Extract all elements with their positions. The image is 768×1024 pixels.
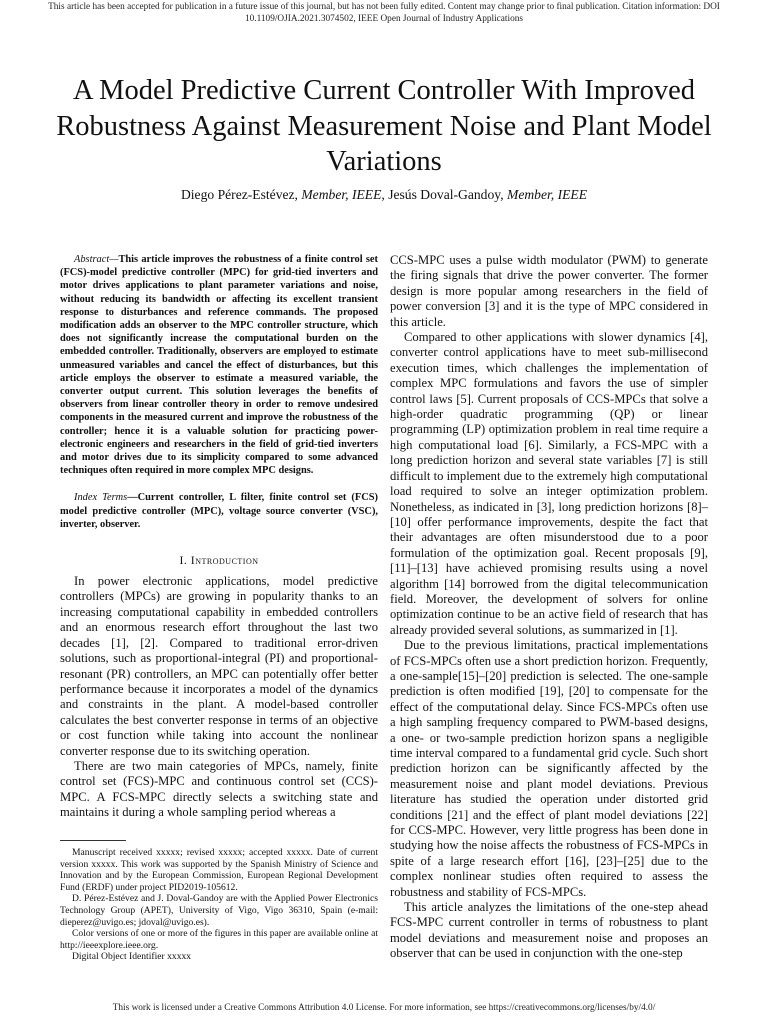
index-terms-label: Index Terms (74, 492, 128, 504)
footnote-affiliation: D. Pérez-Estévez and J. Doval-Gandoy are with the Applied Power Electronics Technology Group (APET), University of Vigo, Vigo 36310, Spain (e-mail: dieperez@uvigo.es; jdoval@uvigo.es). (60, 893, 378, 928)
author-line (40, 186, 728, 204)
right-column (390, 253, 708, 962)
abstract (60, 253, 378, 477)
body-paragraph: CCS-MPC uses a pulse width modulator (PWM) to generate the firing signals that drive the power converter. The former design is more popular among researchers in the field of power conversion [3] and it is the type of MPC considered in this article. (390, 253, 708, 329)
footnote-color-versions: Color versions of one or more of the figures in this paper are available online at http://ieeexplore.ieee.org. (60, 928, 378, 951)
index-terms (60, 491, 378, 531)
abstract-label: Abstract— (74, 254, 119, 265)
body-paragraph: This article analyzes the limitations of the one-step ahead FCS-MPC current controller in terms of robustness to plant model deviations and measurement noise and proposes an observer that can be used in conjunction with the one-step (390, 900, 708, 961)
paper-title: A Model Predictive Current Controller With Improved Robustness Against Measurement Noise and Plant Model Variations (56, 75, 712, 177)
author-1-membership: Member, IEEE (301, 187, 382, 202)
abstract-text: This article improves the robustness of a finite control set (FCS)-model predictive controller (MPC) for grid-tied inverters and motor drives applications to plant parameter variations and noise, without reducing its bandwidth or affecting its excellent transient response to disturbances and reference commands. The proposed modification adds an observer to the MPC controller structure, which does not significantly increase the computational burden on the embedded controller. Traditionally, observers are employed to estimate unmeasured variables and cancel the effect of disturbances, but this article employs the observer to estimate a measured variable, the converter output current. This solution leverages the benefits of observers from linear controller theory in order to remove undesired components in the measured current and improve the robustness of the controller; hence it is a valuable solution for practicing power-electronic engineers and researchers in the field of grid-tied inverters and motor drives due to its simplicity compared to some advanced techniques often required in more complex MPC designs. (60, 254, 378, 477)
body-paragraph: Compared to other applications with slower dynamics [4], converter control applications have to meet sub-millisecond execution times, which challenges the implementation of complex MPC formulations and favors the use of simpler control laws [5]. Current proposals of CCS-MPCs that solve a high-order quadratic programming (QP) or linear programming (LP) optimization problem in real time require a high computational load [6]. Similarly, a FCS-MPC with a long prediction horizon and several state variables [7] is still difficult to implement due to the extremely high computational load required to solve an integer optimization problem. Nonetheless, as indicated in [3], long prediction horizons [8]–[10] offer performance improvements, despite the fact that their advantages are often misunderstood due to a poor formulation of the optimization goal. Recent proposals [9], [11]–[13] have achieved promising results using a novel algorithm [14] borrowed from the digital telecommunication field. Moreover, the development of solvers for online optimization continue to be an active field of research that has already provided several solutions, as summarized in [1]. (390, 330, 708, 637)
left-column (60, 253, 378, 821)
footnote-divider (60, 840, 126, 841)
author-1-name: Diego Pérez-Estévez, (180, 187, 302, 202)
body-paragraph: Due to the previous limitations, practical implementations of FCS-MPCs often use a short prediction horizon. Frequently, a one-sample[15]–[20] prediction is selected. The one-sample prediction is often modified [19], [20] to compensate for the effect of the computational delay. Since FCS-MPCs often use a high sampling frequency compared to PWM-based designs, a one- or two-sample prediction horizon spans a negligible time interval compared to a fundamental grid cycle. Such short prediction horizon can be significantly affected by the measurement noise and plant model deviations. Previous literature has studied the operation under distorted grid conditions [21] and the effect of plant model deviations [22] for CCS-MPC. However, very little progress has been done in studying how the noise affects the robustness of FCS-MPCs in spite of a large research effort [16], [23]–[25] due to the complex nonlinear studies often required to assess the robustness and stability of FCS-MPCs. (390, 638, 708, 899)
author-2-name: , Jesús Doval-Gandoy, (381, 187, 507, 202)
index-terms-text: —Current controller, L filter, finite control set (FCS) model predictive controller (MPC), voltage source converter (VSC), inverter, observer. (60, 492, 378, 530)
footnote-doi: Digital Object Identifier xxxxx (72, 951, 192, 963)
publication-notice: This article has been accepted for publication in a future issue of this journal, but has not been fully edited. Content may change prior to final publication. Citation information: DOI 10.1109/OJIA.2021.3074502, IEEE Open Journal of Industry Applications (48, 2, 720, 24)
body-paragraph: In power electronic applications, model predictive controllers (MPCs) are growing in popularity thanks to an increasing computational capability in embedded controllers and an enormous research effort throughout the last two decades [1], [2]. Compared to traditional error-driven solutions, such as proportional-integral (PI) and proportional-resonant (PR) controllers, an MPC can potentially offer better performance because it incorporates a model of the dynamics and constraints in the plant. A model-based controller calculates the best converter response in terms of an objective or cost function while taking into account the nonlinear converter response due to its switching operation. (60, 574, 378, 758)
footnote-manuscript: Manuscript received xxxxx; revised xxxxx; accepted xxxxx. Date of current version xxxxx. This work was supported by the Spanish Ministry of Science and Innovation and by the European Commission, European Regional Development Fund (ERDF) under project PID2019-105612. (60, 847, 378, 893)
body-paragraph: There are two main categories of MPCs, namely, finite control set (FCS)-MPC and continuous control set (CCS)-MPC. A FCS-MPC directly selects a switching state and maintains it during a whole sampling period whereas a (60, 758, 378, 820)
footnotes (60, 847, 378, 963)
author-2-membership: Member, IEEE (507, 187, 588, 202)
section-heading-introduction: I. Introduction (179, 553, 259, 568)
license-footer: This work is licensed under a Creative Commons Attribution 4.0 License. For more information, see https://creativecommons.org/licenses/by/4.0/ (112, 1003, 656, 1013)
